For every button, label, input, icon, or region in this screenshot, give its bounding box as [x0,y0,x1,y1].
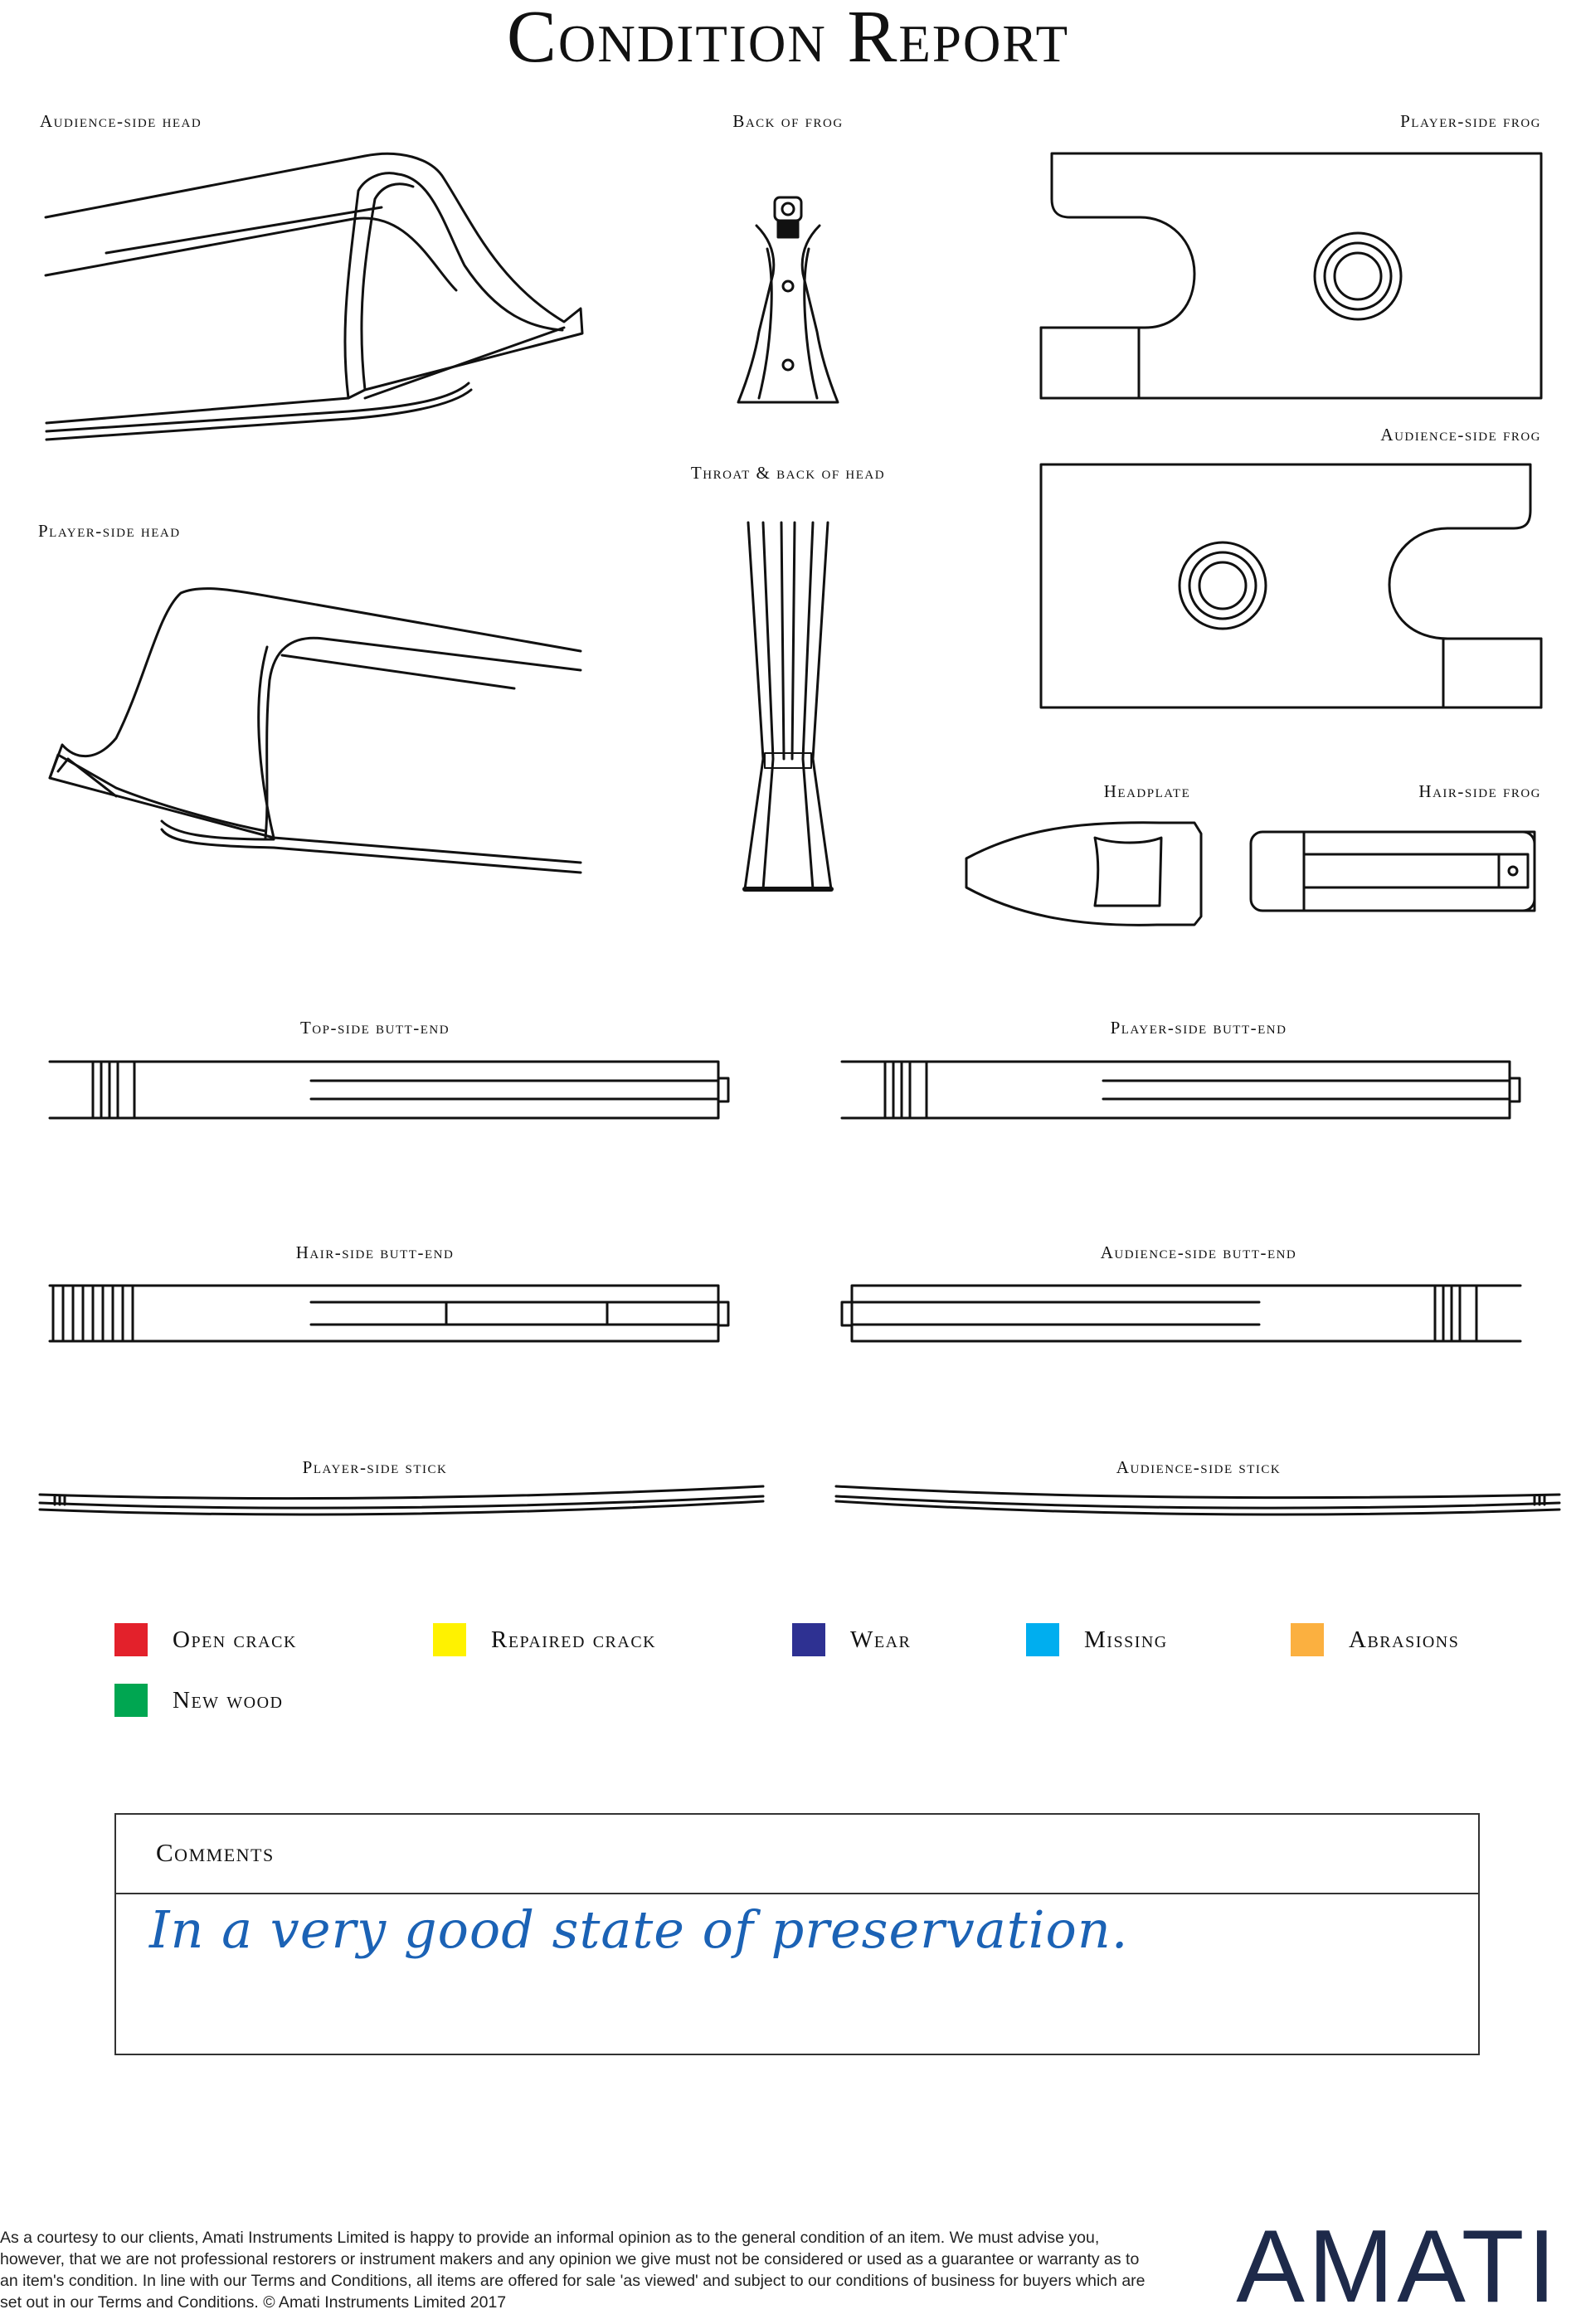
label-hair-side-frog: Hair-side frog [1418,781,1541,801]
swatch-abrasions [1291,1623,1324,1656]
audience-side-stick-diagram [836,1486,1559,1514]
legend-abrasions [1291,1621,1459,1658]
label-audience-side-frog: Audience-side frog [1380,425,1541,445]
swatch-open-crack [114,1623,148,1656]
disclaimer-text: As a courtesy to our clients, Amati Instruments Limited is happy to provide an informal opinion as to the general condition of an item. We must advise you, however, that we are not professional restorers or instrument makers and any opinion we give must not be considered or used as a guarantee or warranty as to an item's condition. In line with our Terms and Conditions, all items are offered for sale 'as viewed' and subject to our conditions of business for buyers which are set out in our Terms and Conditions. © Amati Instruments Limited 2017 [0,2229,1146,2312]
legend-label: Open crack [173,1626,297,1653]
throat-back-of-head-diagram [745,523,831,889]
label-back-of-frog: Back of frog [732,111,844,131]
label-audience-side-head: Audience-side head [40,111,202,131]
label-headplate: Headplate [1103,781,1191,801]
legend-label: Wear [850,1626,912,1653]
player-side-frog-diagram [1041,153,1541,398]
label-player-side-head: Player-side head [38,521,181,541]
legend-wear [792,1621,911,1658]
legend-open-crack [114,1621,297,1658]
player-side-stick-diagram [40,1486,763,1514]
hair-side-frog-diagram [1251,832,1535,911]
label-top-side-butt-end: Top-side butt-end [299,1018,450,1038]
back-of-frog-diagram [738,197,838,402]
legend-label: Abrasions [1349,1626,1460,1653]
hair-side-butt-end-diagram [50,1286,728,1341]
audience-side-frog-diagram [1041,464,1541,707]
player-side-head-diagram [50,589,581,873]
swatch-missing [1026,1623,1059,1656]
top-side-butt-end-diagram [50,1062,728,1118]
comments-heading: Comments [116,1815,1478,1894]
label-throat-back-of-head: Throat & back of head [690,463,886,483]
legend-missing [1026,1621,1168,1658]
swatch-repaired-crack [433,1623,466,1656]
page-title: Condition Report [506,0,1070,78]
legend-new-wood [114,1682,284,1719]
player-side-butt-end-diagram [842,1062,1520,1118]
label-audience-side-butt-end: Audience-side butt-end [1100,1242,1297,1262]
audience-side-butt-end-diagram [842,1286,1520,1341]
label-player-side-frog: Player-side frog [1400,111,1541,131]
swatch-new-wood [114,1684,148,1717]
legend-repaired-crack [433,1621,656,1658]
label-player-side-stick: Player-side stick [302,1457,448,1477]
legend-label: Missing [1084,1626,1168,1653]
brand-logo: AMATI [1236,2210,1559,2324]
legend-label: New wood [173,1686,284,1714]
label-player-side-butt-end: Player-side butt-end [1110,1018,1287,1038]
swatch-wear [792,1623,825,1656]
audience-side-head-diagram [46,153,582,440]
headplate-diagram [966,823,1201,926]
label-audience-side-stick: Audience-side stick [1116,1457,1282,1477]
label-hair-side-butt-end: Hair-side butt-end [295,1242,455,1262]
comments-text: In a very good state of preservation. [149,1899,1129,1960]
legend-label: Repaired crack [491,1626,657,1653]
